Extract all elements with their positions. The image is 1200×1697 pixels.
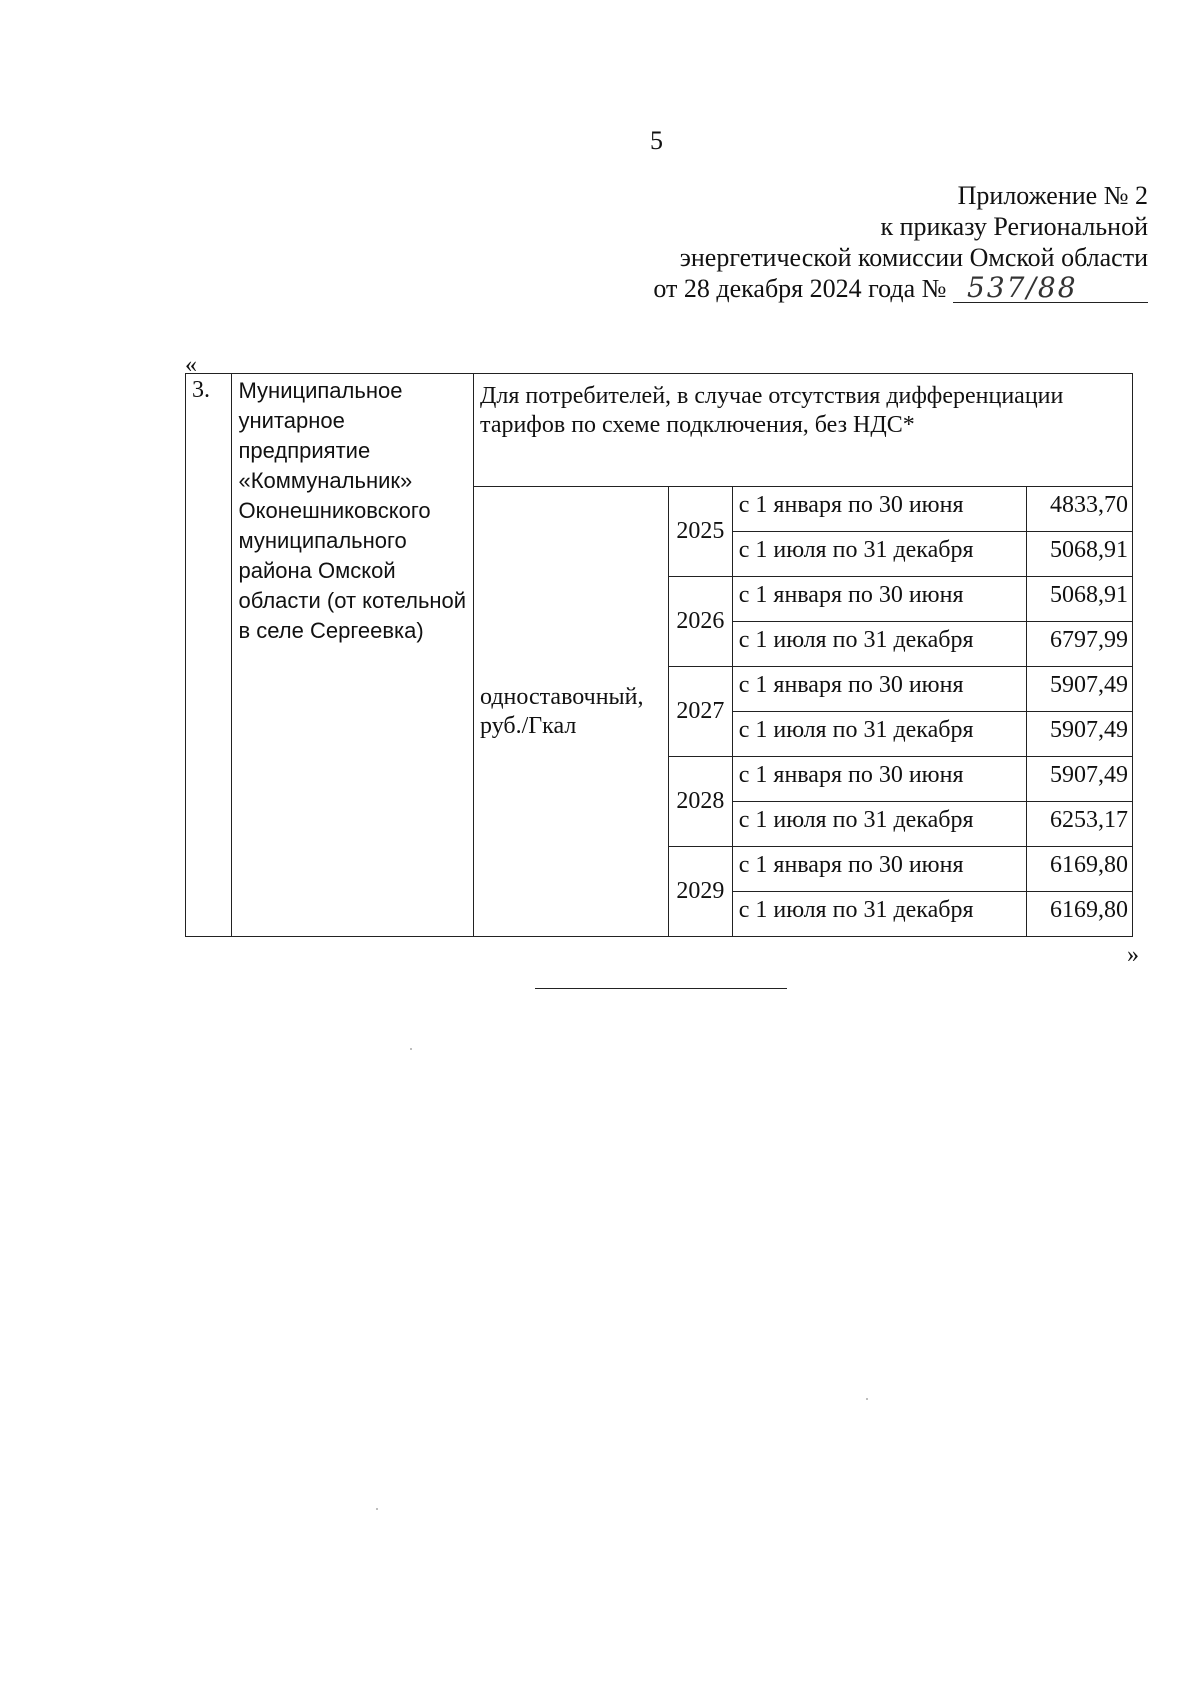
table-row [186,374,1133,487]
appendix-header [653,180,1148,304]
appendix-date-line [653,273,1148,304]
period-cell: с 1 июля по 31 декабря [732,712,1026,757]
page-number: 5 [650,126,663,155]
tariff-value: 5907,49 [1026,712,1132,757]
tariff-value: 6169,80 [1026,847,1132,892]
tariff-value: 5068,91 [1026,577,1132,622]
period-cell: с 1 января по 30 июня [732,667,1026,712]
tariff-type: одноставочный, руб./Гкал [474,487,669,937]
close-quote: » [1127,942,1139,968]
tariff-value: 5068,91 [1026,532,1132,577]
period-cell: с 1 января по 30 июня [732,847,1026,892]
year-cell: 2028 [669,757,733,847]
scan-speck [410,1048,412,1050]
tariff-value: 5907,49 [1026,757,1132,802]
year-cell: 2026 [669,577,733,667]
year-cell: 2029 [669,847,733,937]
tariff-table [185,373,1133,937]
period-cell: с 1 июля по 31 декабря [732,892,1026,937]
period-cell: с 1 января по 30 июня [732,487,1026,532]
open-quote: « [185,352,197,378]
organization-name: Муниципальное унитарное предприятие «Коммунальник» Оконешниковского муниципального района Омской области (от котельной в селе Сергеевка) [232,374,474,937]
tariff-value: 6169,80 [1026,892,1132,937]
period-cell: с 1 июля по 31 декабря [732,802,1026,847]
consumer-description: Для потребителей, в случае отсутствия дифференциации тарифов по схеме подключения, без НДС* [474,374,1133,487]
period-cell: с 1 июля по 31 декабря [732,532,1026,577]
tariff-value: 6253,17 [1026,802,1132,847]
tariff-value: 6797,99 [1026,622,1132,667]
scan-speck [866,1398,868,1400]
appendix-title: Приложение № 2 [957,181,1148,210]
row-number: 3. [186,374,232,937]
period-cell: с 1 января по 30 июня [732,757,1026,802]
year-cell: 2027 [669,667,733,757]
order-number-handwritten: 537/88 [953,274,1148,303]
appendix-date: от 28 декабря 2024 года № [653,274,947,303]
scan-speck [376,1508,378,1510]
tariff-value: 4833,70 [1026,487,1132,532]
appendix-commission: энергетической комиссии Омской области [679,243,1148,272]
tariff-value: 5907,49 [1026,667,1132,712]
footer-divider [535,988,787,989]
year-cell: 2025 [669,487,733,577]
period-cell: с 1 января по 30 июня [732,577,1026,622]
period-cell: с 1 июля по 31 декабря [732,622,1026,667]
appendix-order-ref: к приказу Региональной [880,212,1148,241]
